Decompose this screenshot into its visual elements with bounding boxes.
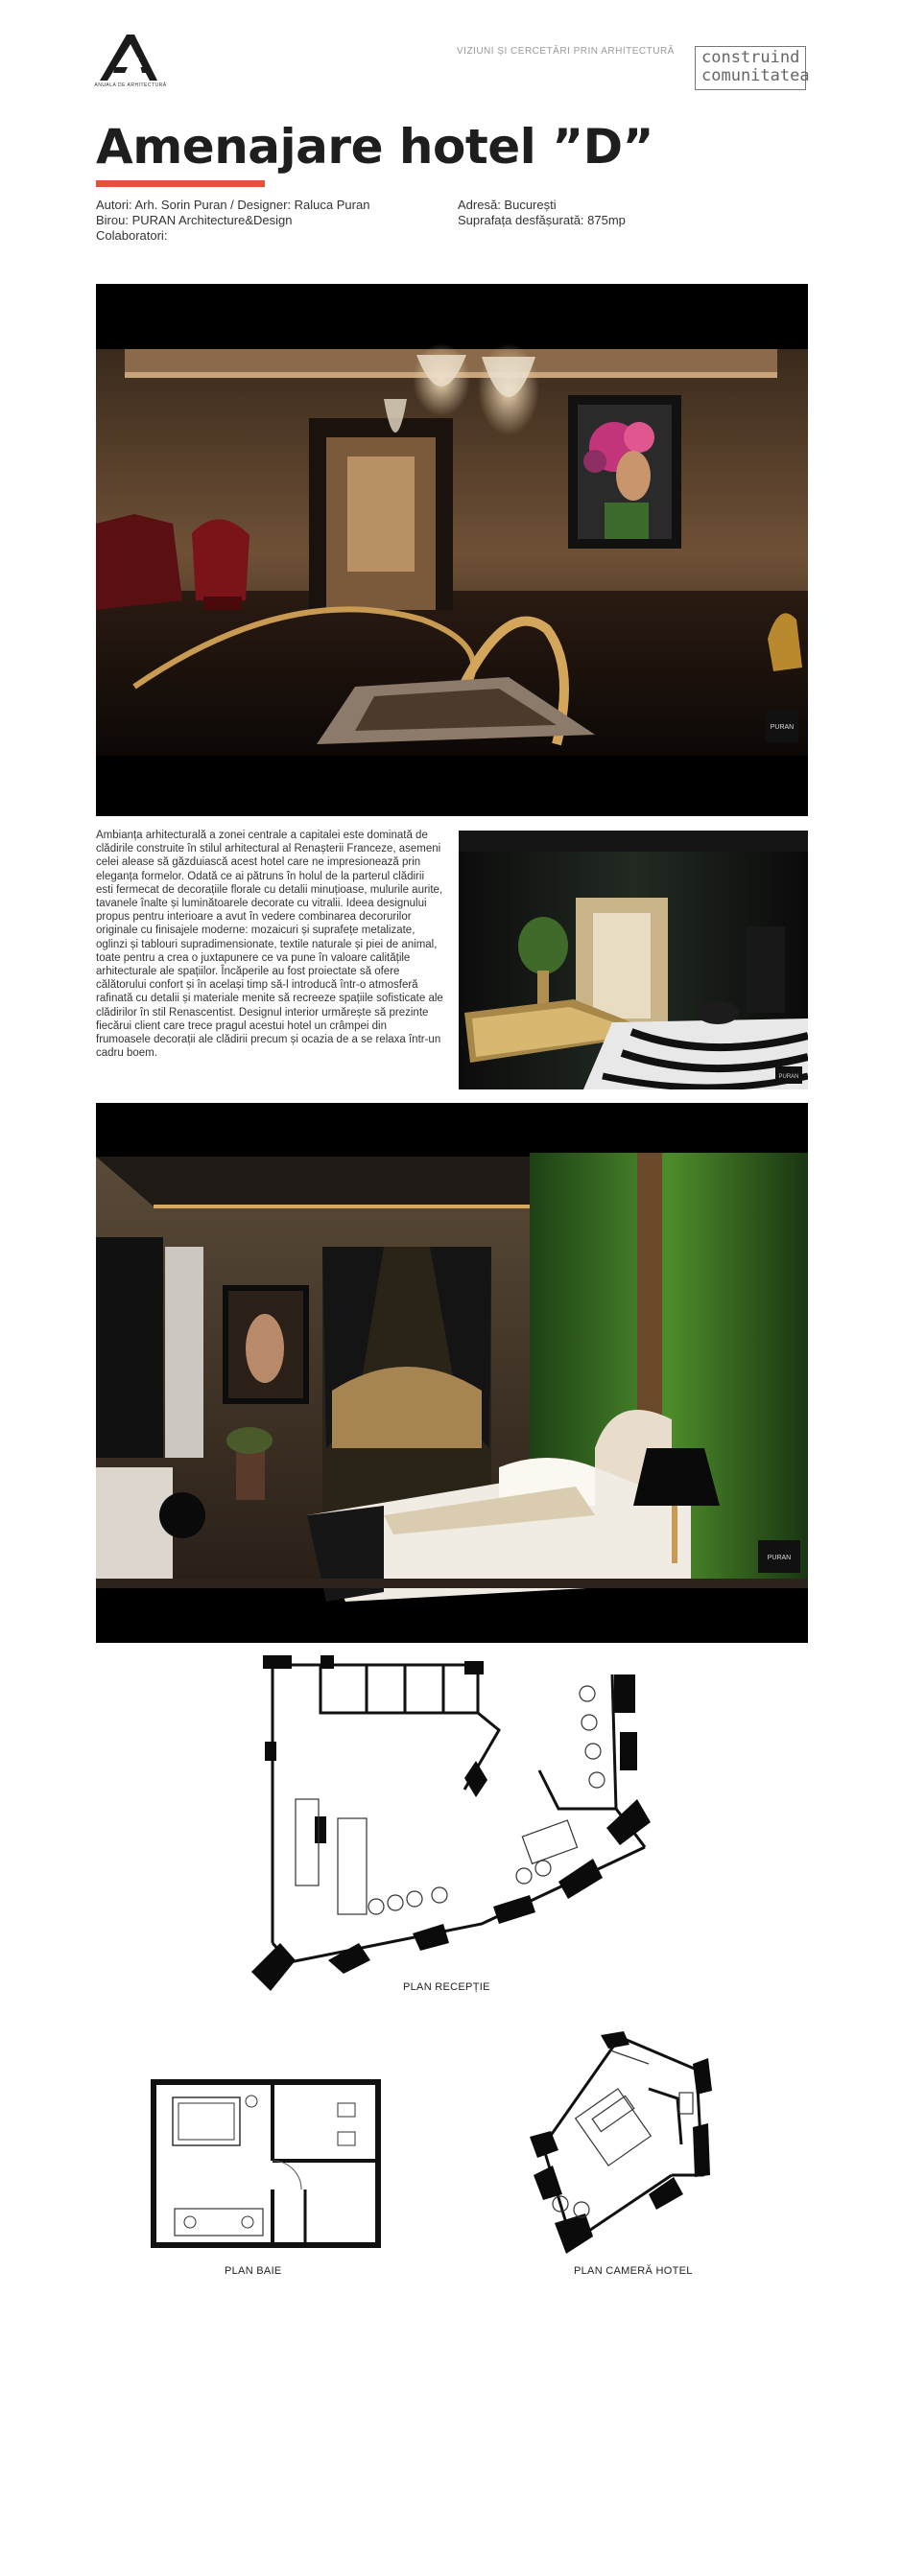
lobby-render-image [96, 284, 808, 816]
reception-floor-plan [251, 1655, 662, 2002]
area-line: Suprafața desfășurată: 875mp [458, 213, 626, 227]
puran-watermark: PURAN [770, 724, 795, 731]
bath-floor-plan [146, 2074, 386, 2253]
construind-comunitatea-logo [695, 46, 810, 90]
room-plan-label: PLAN CAMERĂ HOTEL [574, 2265, 693, 2277]
lounge-render-image [459, 831, 808, 1089]
puran-watermark-lounge: PURAN [778, 1074, 799, 1080]
project-description: Ambianța arhitecturală a zonei centrale a capitalei este dominată de clădirile construite în stilul arhitectural al Renașterii Franceze, asemeni celei alease să găzduiască acest hotel care ne impresionează prin eleganța formelor. Odată ce ai pătruns în holul de la parterul clădirii esti fermecat de decorațiile florale cu detalii minuțioase, mulurile aurite, tavanele înalte și luminătoarele decorate cu vitralii. Ideea designului propus pentru interioare a avut în vedere combinarea decorurilor originale cu finisajele moderne: mozaicuri și suprafețe metalizate, oglinzi și tablouri supradimensionate, textile naturale și piei de animal, toate pentru a crea o juxtapunere ce va pune în valoare calitățile arhitecturale ale spațiilor. Încăperile au fost proiectate să ofere călătorului confort și în același timp să-l introducă într-o atmosferă rafinată cu detalii și materiale menite să recreeze spațiile sofisticate ale clădirilor în stil Renascentist. Designul interior urmărește să prezinte fiecărui client care trece pragul acestui hotel un crâmpei din frumoasele decorații ale clădirii precum și ocazia de a se relaxa într-un cadru boem. [96, 830, 443, 1060]
bedroom-render-image [96, 1103, 808, 1643]
authors-line: Autori: Arh. Sorin Puran / Designer: Raluca Puran [96, 198, 370, 212]
title-underline [96, 180, 265, 187]
page-title: Amenajare hotel ”D” [96, 119, 653, 175]
reception-plan-label: PLAN RECEPȚIE [403, 1981, 490, 1993]
puran-watermark-bedroom: PURAN [767, 1555, 792, 1561]
address-line: Adresă: București [458, 198, 557, 212]
bath-plan-label: PLAN BAIE [225, 2265, 282, 2277]
anuala-logo [96, 31, 163, 90]
tagline: VIZIUNI ȘI CERCETĂRI PRIN ARHITECTURĂ [457, 46, 675, 57]
project-details [458, 198, 626, 228]
logo-caption: ANUALA DE ARHITECTURĂ [94, 82, 167, 88]
office-line: Birou: PURAN Architecture&Design [96, 213, 293, 227]
room-floor-plan [505, 2031, 731, 2263]
cc-logo-line1: construind [701, 48, 800, 67]
project-credits [96, 198, 369, 244]
logo-a-icon [96, 31, 163, 90]
cc-logo-line2: comunitatea [701, 66, 810, 85]
collaborators-line: Colaboratori: [96, 228, 168, 243]
